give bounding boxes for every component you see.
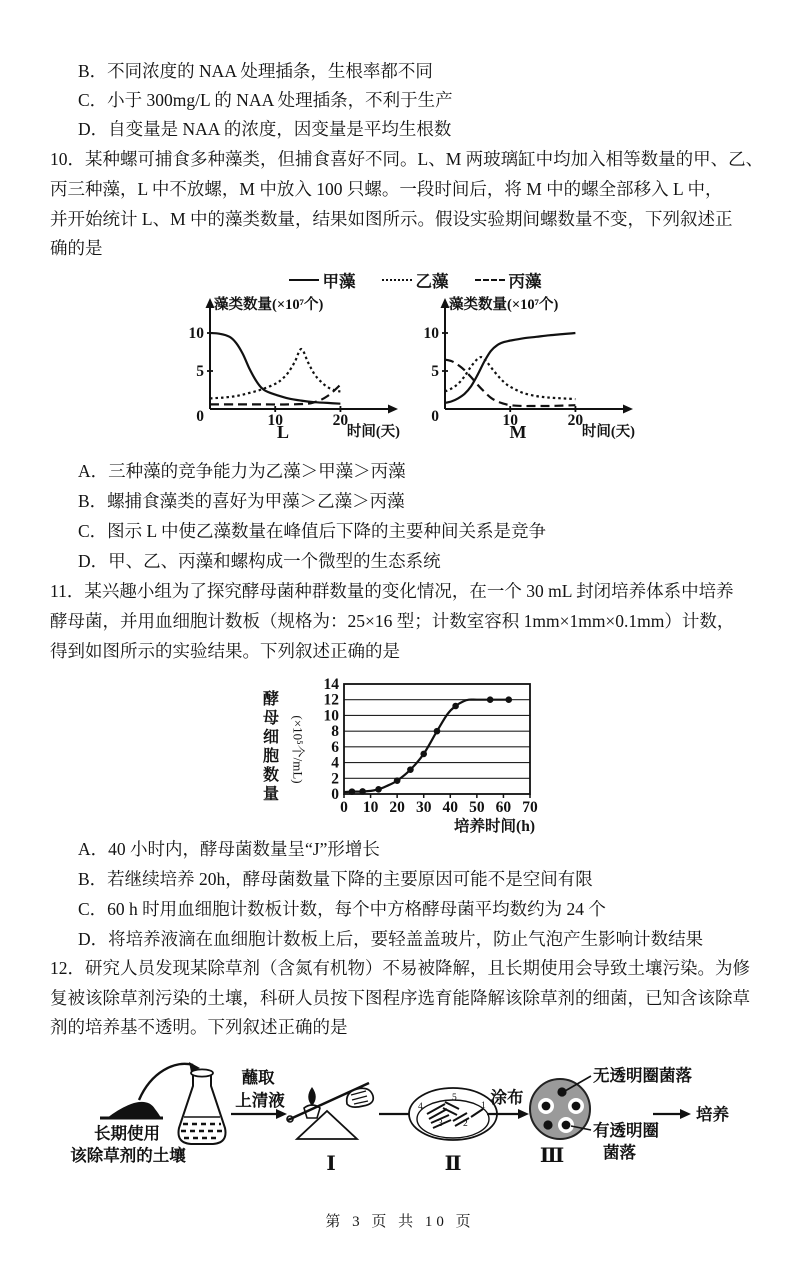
solid-line-icon: [289, 279, 319, 281]
y-tick-label: 5: [431, 363, 439, 380]
arrowhead-icon: [680, 1109, 691, 1119]
data-point: [375, 786, 382, 793]
question-stem-line: 得到如图所示的实验结果。下列叙述正确的是: [50, 641, 400, 661]
culture-label: 培养: [696, 1105, 729, 1124]
x-axis-label: 培养时间(h): [454, 818, 535, 835]
streak-zone-number: 3: [438, 1119, 443, 1129]
x-tick-label: 10: [362, 799, 379, 816]
y-tick-label: 14: [323, 678, 339, 693]
flask-icon: [179, 1075, 226, 1144]
question-stem-line: 12．研究人员发现某除草剂（含氮有机物）不易被降解，且长期使用会导致土壤污染。为修: [50, 958, 750, 978]
x-tick-label: 10: [267, 412, 283, 429]
y-axis-label: 酵母细胞数量: [263, 691, 280, 803]
y-tick-label: 10: [188, 325, 204, 342]
series-乙藻: [210, 349, 340, 398]
halo-colony-label: 有透明圈: [593, 1121, 659, 1140]
y-tick-label: 0: [431, 408, 439, 425]
x-tick-label: 20: [567, 412, 584, 429]
x-tick-label: 60: [495, 799, 512, 816]
y-tick-label: 0: [331, 786, 339, 803]
colony-halo-icon: [562, 1121, 571, 1130]
x-tick-label: 40: [442, 799, 459, 816]
y-tick-label: 8: [331, 723, 339, 741]
colony-no-halo-icon: [543, 1120, 552, 1129]
streak-zone-number: 1: [481, 1101, 486, 1111]
colony-no-halo-icon: [557, 1087, 566, 1096]
legend-item: [289, 268, 356, 292]
x-tick-label: 30: [415, 799, 432, 816]
colony-halo-icon: [542, 1102, 551, 1111]
question-stem-line: 酵母菌，并用血细胞计数板（规格为：25×16 型；计数室容积 1mm×1mm×0.1mm）计数，: [50, 611, 735, 631]
dashed-line-icon: [475, 279, 505, 281]
legend-item: [382, 268, 449, 292]
chart-legend: [180, 270, 650, 290]
chart-yeast-growth: [310, 678, 560, 820]
x-tick-label: 10: [502, 412, 518, 429]
x-axis-label: 时间(天): [346, 424, 400, 440]
chart-title: L: [276, 422, 290, 440]
data-point: [505, 696, 512, 703]
legend-label: 甲藻: [322, 272, 356, 291]
selection-procedure-diagram: [55, 1056, 755, 1188]
y-tick-label: 10: [423, 325, 439, 342]
series-甲藻: [445, 333, 575, 403]
data-point: [487, 696, 494, 703]
soil-label: 长期使用: [94, 1124, 160, 1143]
step-label: Ⅲ: [539, 1145, 565, 1167]
y-tick-label: 12: [323, 691, 339, 709]
streak-zone-number: 5: [452, 1093, 457, 1103]
option-line: C．小于 300mg/L 的 NAA 处理插条，不利于生产: [78, 90, 453, 110]
legend-label: 乙藻: [415, 272, 449, 291]
data-point: [349, 788, 356, 795]
x-axis-arrow-icon: [623, 405, 633, 414]
x-axis-arrow-icon: [388, 405, 398, 414]
y-axis-label: 藻类数量(×10⁷个): [214, 297, 324, 313]
smear-label: 涂布: [490, 1088, 524, 1107]
option-line: C．图示 L 中使乙藻数量在峰值后下降的主要种间关系是竞争: [78, 521, 546, 541]
question-stem-line: 11．某兴趣小组为了探究酵母菌种群数量的变化情况，在一个 30 mL 封闭培养体系中培养: [50, 581, 734, 601]
legend-item: [475, 268, 542, 292]
data-point: [452, 703, 459, 710]
y-tick-label: 5: [196, 363, 204, 380]
option-line: D．将培养液滴在血细胞计数板上后，要轻盖盖玻片，防止气泡产生影响计数结果: [78, 929, 704, 949]
legend-label: 丙藻: [508, 272, 542, 291]
y-tick-label: 10: [323, 707, 339, 725]
question-stem-line: 并开始统计 L、M 中的藻类数量，结果如图所示。假设实验期间螺数量不变，下列叙述正: [50, 209, 733, 229]
question-stem-line: 确的是: [50, 238, 103, 258]
data-point: [359, 788, 366, 795]
dip-label: 蘸取: [241, 1068, 275, 1087]
x-tick-label: 50: [469, 799, 485, 816]
yeast-chart-figure: [255, 678, 585, 840]
soil-label: 该除草剂的土壤: [70, 1146, 186, 1165]
streak-zone-number: 4: [418, 1102, 423, 1112]
option-line: D．自变量是 NAA 的浓度，因变量是平均生根数: [78, 119, 452, 139]
no-halo-colony-label: 无透明圈菌落: [593, 1066, 692, 1085]
soil-mound-icon: [107, 1102, 161, 1118]
question-stem-line: 复被该除草剂污染的土壤，科研人员按下图程序选育能降解该除草剂的细菌，已知含该除草: [50, 988, 750, 1008]
question-stem-line: 10．某种螺可捕食多种藻类，但捕食喜好不同。L、M 两玻璃缸中均加入相等数量的甲、乙、: [50, 149, 764, 169]
y-axis-unit-label: (×10⁵个/mL): [290, 715, 306, 784]
chart-tank-L: [180, 294, 405, 440]
dotted-line-icon: [382, 279, 412, 281]
option-line: A．40 小时内，酵母菌数量呈“J”形增长: [78, 839, 380, 859]
option-line: B．若继续培养 20h，酵母菌数量下降的主要原因可能不是空间有限: [78, 869, 593, 889]
page-number: 第 3 页 共 10 页: [325, 1214, 475, 1230]
x-tick-label: 70: [522, 799, 538, 816]
option-line: D．甲、乙、丙藻和螺构成一个微型的生态系统: [78, 551, 441, 571]
data-point: [434, 728, 441, 735]
y-tick-label: 4: [331, 754, 339, 772]
x-tick-label: 0: [340, 799, 348, 816]
option-line: B．螺捕食藻类的喜好为甲藻＞乙藻＞丙藻: [78, 491, 405, 511]
arrowhead-icon: [276, 1109, 287, 1119]
flame-icon: [308, 1087, 316, 1106]
y-tick-label: 2: [331, 770, 339, 788]
halo-colony-label: 菌落: [603, 1143, 636, 1162]
question-stem-line: 丙三种藻，L 中不放螺，M 中放入 100 只螺。一段时间后，将 M 中的螺全部移入 L 中，: [50, 179, 723, 199]
step-label: Ⅰ: [326, 1153, 336, 1175]
option-line: B．不同浓度的 NAA 处理插条，生根率都不同: [78, 61, 433, 81]
series-甲藻: [210, 333, 340, 404]
colony-halo-icon: [572, 1102, 581, 1111]
chart-title: M: [509, 422, 527, 440]
x-tick-label: 20: [389, 799, 405, 816]
x-tick-label: 20: [332, 412, 349, 429]
algae-charts-figure: [180, 270, 650, 448]
step-label: Ⅱ: [444, 1153, 462, 1175]
option-line: C．60 h 时用血细胞计数板计数，每个中方格酵母菌平均数约为 24 个: [78, 899, 606, 919]
transfer-arrow-icon: [139, 1064, 193, 1100]
streak-zone-number: 2: [463, 1119, 468, 1129]
data-point: [394, 777, 401, 784]
option-line: A．三种藻的竞争能力为乙藻＞甲藻＞丙藻: [78, 461, 406, 481]
y-tick-label: 0: [196, 408, 204, 425]
flask-mouth-icon: [191, 1069, 213, 1076]
chart-tank-M: [415, 294, 640, 440]
dip-label: 上清液: [235, 1091, 285, 1110]
x-axis-label: 时间(天): [581, 424, 635, 440]
y-axis-label: 藻类数量(×10⁷个): [449, 297, 559, 313]
series-丙藻: [445, 360, 575, 406]
arrowhead-icon: [518, 1109, 529, 1119]
data-point: [407, 766, 414, 773]
y-tick-label: 6: [331, 738, 339, 756]
question-stem-line: 剂的培养基不透明。下列叙述正确的是: [50, 1017, 348, 1037]
data-point: [420, 751, 427, 758]
